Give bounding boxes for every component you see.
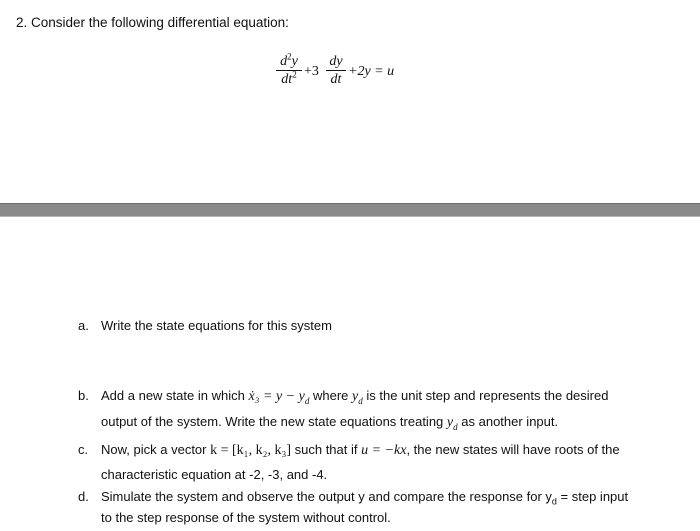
part-b-line2-post: as another input. [461,414,559,429]
part-b-line2 [101,414,558,431]
eq-sup1: 2 [287,51,292,62]
part-a-text: Write the state equations for this system [101,318,332,333]
part-b-math2: $y_d$ [352,389,363,406]
part-b-line2-pre: output of the system. Write the new state equations treating [101,414,444,429]
eq-d: d [280,54,288,69]
part-b-line1-post: is the unit step and represents the desired [366,388,609,403]
section-divider [0,203,700,217]
differential-equation [276,51,416,98]
eq-dt: dt [281,72,293,87]
part-c-line1-post: , the new states will have roots of the [406,442,620,457]
eq-sup2: 2 [292,69,297,80]
part-c-line1-mid: such that if [294,442,358,457]
part-c-math1: k = [k₁, k₂, k₃] [210,443,291,458]
part-d-line1-text: Simulate the system and observe the output y and compare the response for y [101,489,552,504]
part-c-label: c. [78,442,89,457]
eq-y: y [291,54,298,69]
part-d-line2: to the step response of the system without control. [101,510,391,525]
part-d-label: d. [78,489,89,504]
part-b-math3: $y_d$ [446,415,458,432]
part-b-line1 [101,388,608,405]
part-b-line1-mid: where [312,388,349,403]
part-b-line1-pre: Add a new state in which [101,388,245,403]
second-derivative-fraction [276,51,302,87]
eq-op-plus3: +3 [304,64,319,79]
part-c-line2: characteristic equation at -2, -3, and -4. [101,467,328,482]
part-b-label: b. [78,388,89,403]
part-c-line1 [101,442,620,459]
eq-dy: dy [329,54,343,69]
eq-dt2: dt [330,72,342,87]
part-c-line1-pre: Now, pick a vector [101,442,207,457]
part-d-sub: d [551,496,557,507]
part-d-line1-post: = step input [556,489,629,504]
first-derivative-fraction [326,54,346,87]
question-title: 2. Consider the following differential equation: [16,15,289,30]
part-d-line1 [101,489,629,507]
eq-rest: +2y = u [348,64,395,79]
part-c-math2: u = −kx [361,443,407,458]
part-b-math1: ẋ₃ = $y - y_d$ [248,389,310,406]
part-a-label: a. [78,318,89,333]
